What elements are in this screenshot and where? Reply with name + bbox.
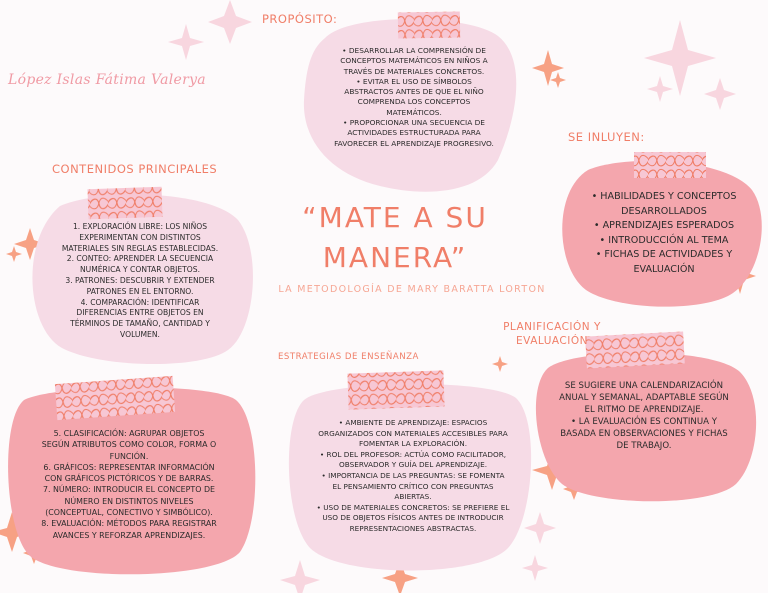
text-line: EXPERIMENTAN CON DISTINTOS — [79, 232, 201, 242]
text-line: 8. EVALUACIÓN: MÉTODOS PARA REGISTRAR — [41, 519, 217, 529]
text-line: • AMBIENTE DE APRENDIZAJE: ESPACIOS — [338, 418, 488, 427]
text-line: COMPRENDA LOS CONCEPTOS — [357, 97, 471, 107]
text-line: • EVITAR EL USO DE SÍMBOLOS — [356, 76, 472, 86]
tape-proposito — [398, 11, 460, 38]
main-title — [300, 198, 490, 278]
text-line: OBSERVADOR Y GUÍA DEL APRENDIZAJE. — [338, 460, 488, 470]
text-line: ACTIVIDADES ESTRUCTURADA PARA — [347, 128, 481, 138]
text-line: CON GRÁFICOS PICTÓRICOS Y DE BARRAS. — [44, 474, 214, 484]
sparkle-orange-icon — [492, 356, 508, 372]
text-contenidos — [38, 222, 242, 341]
text-line: • PROPORCIONAR UNA SECUENCIA DE — [343, 118, 485, 128]
sparkle-light-icon — [280, 560, 320, 593]
text-line: (CONCEPTUAL, CONECTIVO Y SIMBÓLICO). — [45, 508, 213, 518]
text-line: CONCEPTOS MATEMÁTICOS EN NIÑOS A — [340, 56, 488, 66]
text-line: ANUAL Y SEMANAL, ADAPTABLE SEGÚN — [559, 393, 729, 403]
tape-estrategias — [347, 370, 444, 409]
text-line: 6. GRÁFICOS: REPRESENTAR INFORMACIÓN — [43, 462, 215, 472]
heading-estrategias: ESTRATEGIAS DE ENSEÑANZA — [278, 352, 419, 362]
text-line: MATEMÁTICOS. — [386, 107, 442, 117]
subtitle: LA METODOLOGÍA DE MARY BARATTA LORTON — [278, 284, 546, 295]
text-line: EL PENSAMIENTO CRÍTICO CON PREGUNTAS — [332, 481, 494, 491]
sparkle-light-icon — [168, 24, 204, 60]
author-name: López Islas Fátima Valerya — [8, 72, 206, 88]
text-influyen — [566, 190, 762, 278]
text-contenidos2 — [22, 428, 236, 541]
text-line: 4. COMPARACIÓN: IDENTIFICAR — [80, 297, 200, 307]
text-line: EVALUACIÓN — [633, 263, 695, 275]
heading-planificacion — [496, 320, 608, 348]
text-line: • INTRODUCCIÓN AL TEMA — [599, 234, 729, 246]
text-line: DE TRABAJO. — [616, 441, 672, 451]
text-line: BASADA EN OBSERVACIONES Y FICHAS — [560, 429, 728, 439]
title-line: “MATE A SU — [302, 201, 488, 234]
text-line: FUNCIÓN. — [109, 451, 149, 461]
text-line: NÚMERO EN DISTINTOS NIVELES — [64, 496, 194, 506]
text-line: DIFERENCIAS ENTRE OBJETOS EN — [76, 308, 204, 318]
heading-line: PLANIFICACIÓN Y — [503, 321, 601, 333]
text-line: NUMÉRICA Y CONTAR OBJETOS. — [79, 265, 201, 275]
text-line: ABIERTAS. — [394, 492, 432, 502]
text-line: • IMPORTANCIA DE LAS PREGUNTAS: SE FOMENTA — [321, 470, 505, 480]
text-line: 5. CLASIFICACIÓN: AGRUPAR OBJETOS — [53, 429, 205, 438]
sparkle-light-icon — [644, 20, 716, 96]
text-line: • LA EVALUACIÓN ES CONTINUA Y — [570, 417, 718, 427]
text-estrategias — [300, 418, 526, 535]
text-line: 7. NÚMERO: INTRODUCIR EL CONCEPTO DE — [42, 485, 216, 495]
heading-line: EVALUACIÓN — [516, 335, 588, 347]
text-line: • USO DE MATERIALES CONCRETOS: SE PREFIERE EL — [316, 502, 510, 512]
text-line: • DESARROLLAR LA COMPRENSIÓN DE — [342, 46, 486, 55]
text-line: ORGANIZADOS CON MATERIALES ACCESIBLES PARA — [318, 428, 508, 438]
sparkle-light-icon — [208, 0, 252, 44]
sparkle-light-icon — [704, 78, 736, 110]
tape-contenidos — [87, 187, 162, 220]
text-line: SE SUGIERE UNA CALENDARIZACIÓN — [564, 381, 724, 391]
text-line: • ROL DEL PROFESOR: ACTÚA COMO FACILITADOR, — [319, 449, 507, 459]
tape-influyen — [634, 152, 706, 178]
text-line: MATERIALES SIN REGLAS ESTABLECIDAS. — [61, 243, 219, 253]
sparkle-orange-icon — [6, 246, 22, 262]
text-line: FAVORECER EL APRENDIZAJE PROGRESIVO. — [334, 138, 494, 148]
text-line: AVANCES Y REFORZAR APRENDIZAJES. — [52, 530, 206, 540]
text-line: 2. CONTEO: APRENDER LA SECUENCIA — [66, 254, 214, 264]
text-line: • FICHAS DE ACTIVIDADES Y — [595, 249, 733, 261]
text-line: • HABILIDADES Y CONCEPTOS — [591, 191, 737, 202]
text-line: TÉRMINOS DE TAMAÑO, CANTIDAD Y — [70, 319, 210, 329]
text-line: DESARROLLADOS — [621, 205, 707, 217]
text-line: SEGÚN ATRIBUTOS COMO COLOR, FORMA O — [41, 440, 217, 450]
text-line: USO DE OBJETOS FÍSICOS ANTES DE INTRODUCIR — [322, 513, 504, 523]
text-line: 1. EXPLORACIÓN LIBRE: LOS NIÑOS — [72, 222, 208, 231]
text-line: TRAVÉS DE MATERIALES CONCRETOS. — [343, 66, 485, 76]
heading-influyen: SE INLUYEN: — [568, 130, 645, 144]
sparkle-light-icon — [647, 76, 673, 102]
text-line: • APRENDIZAJES ESPERADOS — [593, 220, 735, 232]
sparkle-light-icon — [524, 512, 556, 544]
text-line: 3. PATRONES: DESCUBRIR Y EXTENDER — [65, 275, 215, 285]
text-line: VOLUMEN. — [120, 329, 160, 339]
heading-proposito: PROPÓSITO: — [262, 12, 338, 26]
text-line: FOMENTAR LA EXPLORACIÓN. — [358, 439, 468, 449]
text-proposito — [318, 46, 510, 149]
text-line: ABSTRACTOS ANTES DE QUE EL NIÑO — [344, 87, 484, 97]
text-line: PATRONES EN EL ENTORNO. — [86, 286, 194, 296]
text-planificacion — [550, 380, 738, 452]
text-line: EL RITMO DE APRENDIZAJE. — [584, 405, 704, 415]
title-line: MANERA” — [322, 241, 468, 274]
sparkle-light-icon — [522, 555, 548, 581]
sparkle-orange-icon — [550, 72, 566, 88]
text-line: REPRESENTACIONES ABSTRACTAS. — [349, 523, 477, 533]
heading-contenidos: CONTENIDOS PRINCIPALES — [52, 162, 218, 176]
